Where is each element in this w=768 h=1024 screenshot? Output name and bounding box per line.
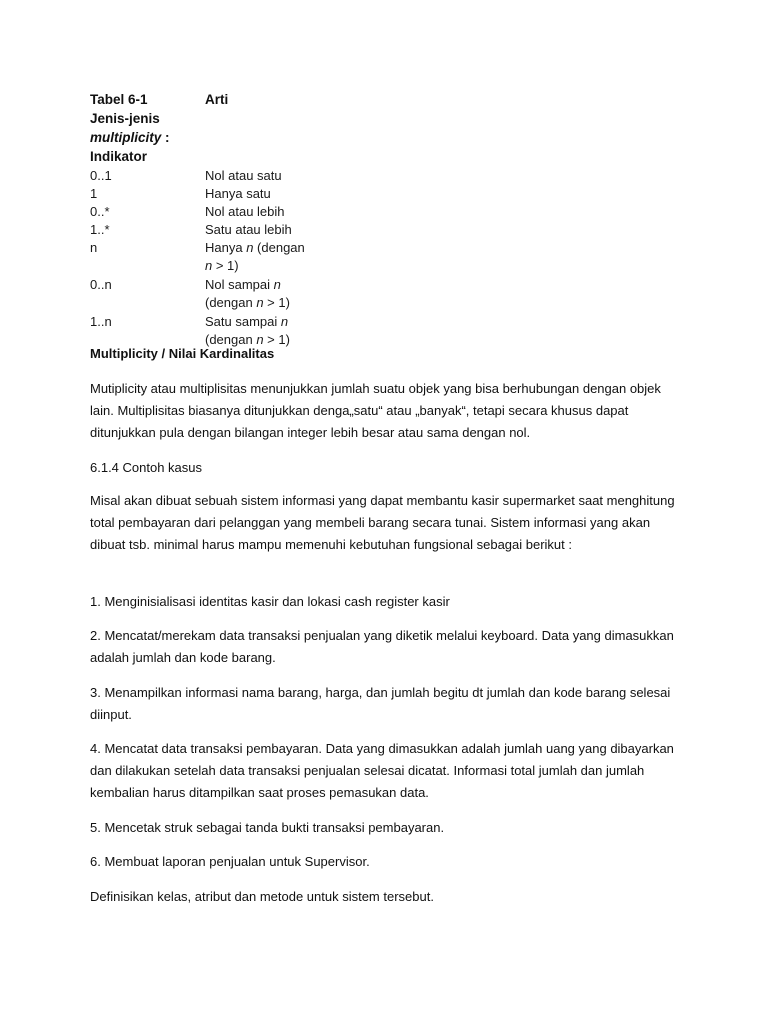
table-row [90,239,350,276]
list-item: 6. Membuat laporan penjualan untuk Supervisor. [90,854,370,869]
paragraph-multiplicity: Mutiplicity atau multiplisitas menunjukkan jumlah suatu objek yang bisa berhubungan dengan objek lain. Multiplisitas biasanya ditunjukkan denga„satu“ atau „banyak“, tetapi secara khusus dapat ditunjukkan pula dengan bilangan integer lebih besar atau sama dengan nol. [90,381,661,441]
list-item: 4. Mencatat data transaksi pembayaran. Data yang dimasukkan adalah jumlah uang yang dibayarkan dan dilakukan setelah data transaksi penjualan selesai dicatat. Informasi total jumlah dan jumlah kembalian harus ditampilkan saat proses pemasukan data. [90,741,674,801]
meaning-cell: Satu atau lebih [205,222,292,237]
table-row [90,276,350,313]
indicator-cell: 0..* [90,204,110,219]
section-heading: 6.1.4 Contoh kasus [90,460,203,475]
table-row [90,167,350,185]
table-row [90,203,350,221]
meaning-cell: Nol atau satu [205,168,282,183]
list-item: 2. Mencatat/merekam data transaksi penjualan yang diketik melalui keyboard. Data yang dimasukkan adalah jumlah dan kode barang. [90,628,674,666]
indicator-cell: 1 [90,186,98,201]
multiplicity-table [90,91,350,350]
table-subtitle-cont: multiplicity : [90,130,170,145]
table-header-row [90,148,350,167]
paragraph-case-intro: Misal akan dibuat sebuah sistem informasi yang dapat membantu kasir supermarket saat menghitung total pembayaran dari pelanggan yang membeli barang secara tunai. Sistem informasi yang akan dibuat tsb. minimal harus mampu memenuhi kebutuhan fungsional sebagai berikut : [90,493,675,553]
table-title: Tabel 6-1 [90,92,148,107]
closing-instruction: Definisikan kelas, atribut dan metode untuk sistem tersebut. [90,889,434,904]
table-header-row [90,110,350,129]
indicator-cell: 1..n [90,314,112,329]
table-header-row [90,91,350,110]
table-row [90,185,350,203]
table-caption: Multiplicity / Nilai Kardinalitas [90,346,275,361]
list-item: 5. Mencetak struk sebagai tanda bukti transaksi pembayaran. [90,820,445,835]
meaning-cell: Nol sampai n (dengan n > 1) [205,277,290,310]
meaning-cell: Nol atau lebih [205,204,285,219]
column-header-meaning: Arti [205,92,229,107]
indicator-cell: 1..* [90,222,110,237]
meaning-cell: Hanya n (dengan n > 1) [205,240,305,273]
meaning-cell: Hanya satu [205,186,271,201]
meaning-cell: Satu sampai n (dengan n > 1) [205,314,290,347]
table-row [90,221,350,239]
table-header-row [90,129,350,148]
indicator-cell: 0..n [90,277,112,292]
indicator-cell: 0..1 [90,168,112,183]
table-subtitle: Jenis-jenis [90,111,160,126]
list-item: 1. Menginisialisasi identitas kasir dan lokasi cash register kasir [90,594,450,609]
list-item: 3. Menampilkan informasi nama barang, harga, dan jumlah begitu dt jumlah dan kode barang selesai diinput. [90,685,671,723]
column-header-indicator: Indikator [90,149,148,164]
indicator-cell: n [90,240,98,255]
